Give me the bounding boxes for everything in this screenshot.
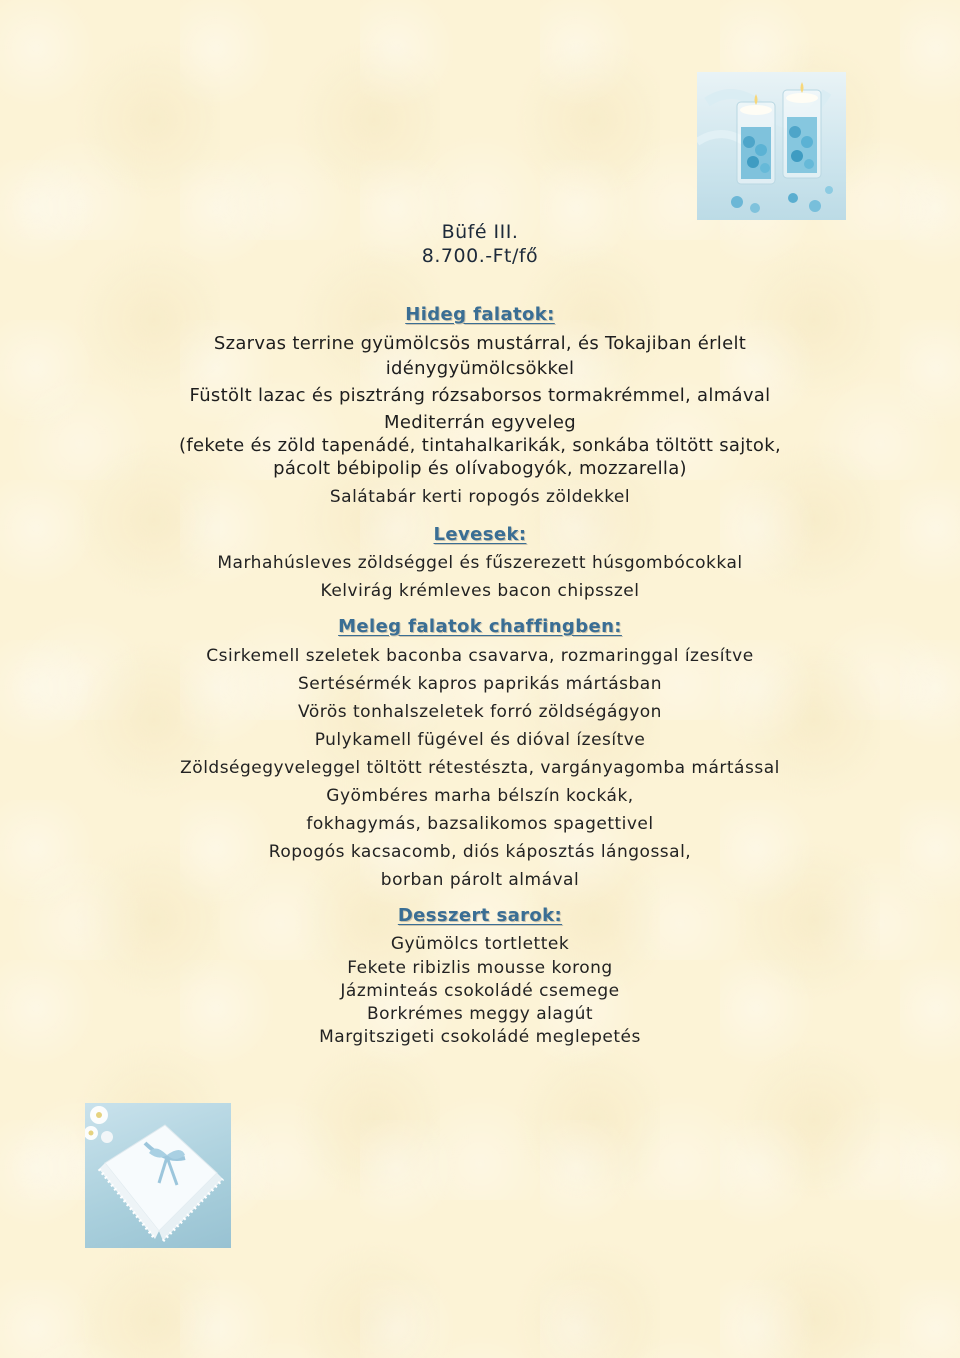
- menu-item: Sertésérmék kapros paprikás mártásban: [298, 674, 662, 694]
- candles-photo: [697, 72, 846, 220]
- menu-item: Gyömbéres marha bélszín kockák,: [326, 786, 634, 806]
- menu-title: Büfé III.: [441, 221, 519, 243]
- menu-item: Gyümölcs tortlettek: [390, 934, 570, 954]
- menu-price: 8.700.-Ft/fő: [421, 245, 539, 267]
- menu-item: Borkrémes meggy alagút: [366, 1004, 594, 1024]
- menu-item: Marhahúsleves zöldséggel és fűszerezett húsgombócokkal: [217, 553, 743, 573]
- menu-item: Csirkemell szeletek baconba csavarva, rozmaringgal ízesítve: [206, 646, 754, 666]
- menu-item: Ropogós kacsacomb, diós káposztás lángossal,: [268, 842, 692, 862]
- napkin-photo: [85, 1103, 231, 1248]
- section-heading-warm: Meleg falatok chaffingben:: [338, 616, 622, 637]
- menu-item: fokhagymás, bazsalikomos spagettivel: [306, 814, 654, 834]
- menu-item: Füstölt lazac és pisztráng rózsaborsos tormakrémmel, almával: [189, 385, 771, 406]
- menu-item: Salátabár kerti ropogós zöldekkel: [329, 487, 631, 507]
- menu-item: Zöldségegyveleggel töltött rétestészta, vargányagomba mártással: [180, 758, 780, 778]
- menu-item: Szarvas terrine gyümölcsös mustárral, és Tokajiban érlelt: [213, 333, 747, 354]
- menu-item: Margitszigeti csokoládé meglepetés: [319, 1027, 641, 1047]
- menu-item: Fekete ribizlis mousse korong: [347, 958, 613, 978]
- menu-item: borban párolt almával: [380, 870, 580, 890]
- section-heading-soups: Levesek:: [433, 524, 527, 545]
- menu-item: Jázminteás csokoládé csemege: [340, 981, 620, 1001]
- section-heading-dessert: Desszert sarok:: [397, 905, 563, 926]
- menu-item: Pulykamell fügével és dióval ízesítve: [314, 730, 646, 750]
- candles-illustration: [697, 72, 846, 220]
- menu-item: Vörös tonhalszeletek forró zöldségágyon: [298, 702, 662, 722]
- menu-item: pácolt bébipolip és olívabogyók, mozzarella): [273, 458, 687, 479]
- napkin-illustration: [85, 1103, 231, 1248]
- menu-item: idénygyümölcsökkel: [385, 358, 575, 379]
- menu-item: (fekete és zöld tapenádé, tintahalkarikák, sonkába töltött sajtok,: [179, 435, 781, 456]
- section-heading-cold: Hideg falatok:: [405, 304, 555, 325]
- menu-item: Mediterrán egyveleg: [384, 412, 576, 433]
- menu-item: Kelvirág krémleves bacon chipsszel: [320, 581, 640, 601]
